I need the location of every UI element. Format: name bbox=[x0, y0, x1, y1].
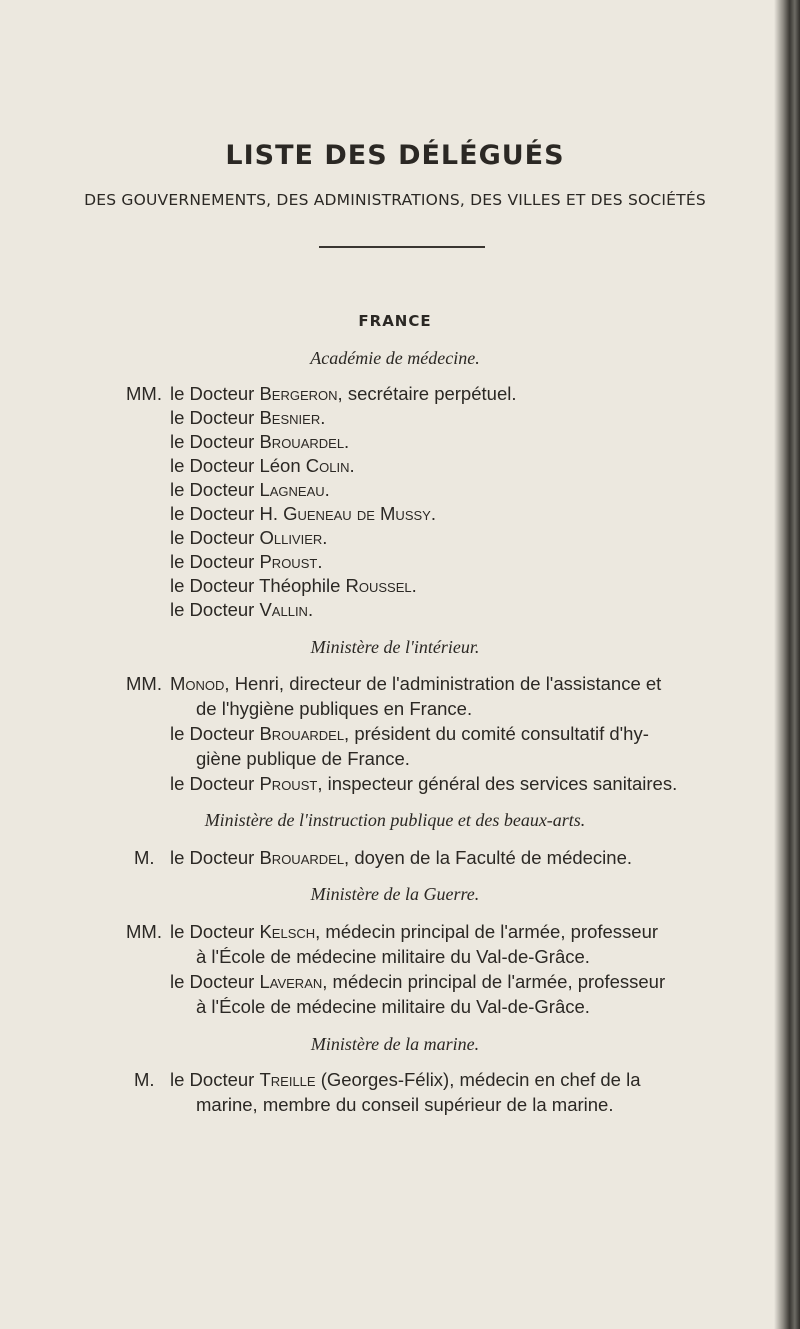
list-item: marine, membre du conseil supérieur de la marine. bbox=[196, 1094, 614, 1115]
list-item: le Docteur Kelsch, médecin principal de l'armée, professeur bbox=[170, 921, 659, 942]
list-item: le Docteur Bergeron, secrétaire perpétuel. bbox=[170, 383, 517, 404]
section-heading-marine: Ministère de la marine. bbox=[310, 1034, 480, 1054]
section-prefix: M. bbox=[134, 1069, 155, 1090]
section-prefix: M. bbox=[134, 847, 155, 868]
section-heading-guerre: Ministère de la Guerre. bbox=[310, 884, 480, 904]
list-item: le Docteur Théophile Roussel. bbox=[170, 575, 417, 596]
list-item: le Docteur Ollivier. bbox=[170, 527, 328, 548]
section-heading-instruction: Ministère de l'instruction publique et des beaux-arts. bbox=[204, 810, 586, 830]
list-item: le Docteur Besnier. bbox=[170, 407, 326, 428]
section-prefix: MM. bbox=[126, 673, 162, 694]
list-item: le Docteur Proust. bbox=[170, 551, 323, 572]
list-item: le Docteur Treille (Georges-Félix), médecin en chef de la bbox=[170, 1069, 641, 1090]
list-item: à l'École de médecine militaire du Val-de-Grâce. bbox=[196, 996, 590, 1017]
list-item: giène publique de France. bbox=[196, 748, 410, 769]
list-item: le Docteur Proust, inspecteur général des services sanitaires. bbox=[170, 773, 678, 794]
page-subtitle: DES GOUVERNEMENTS, DES ADMINISTRATIONS, DES VILLES ET DES SOCIÉTÉS bbox=[84, 191, 706, 209]
section-prefix: MM. bbox=[126, 383, 162, 404]
section-heading-interieur: Ministère de l'intérieur. bbox=[310, 637, 480, 657]
list-item: à l'École de médecine militaire du Val-de-Grâce. bbox=[196, 946, 590, 967]
list-item: le Docteur Brouardel. bbox=[170, 431, 350, 452]
section-heading-academie: Académie de médecine. bbox=[310, 348, 480, 368]
divider-rule bbox=[319, 246, 485, 248]
country-heading: FRANCE bbox=[358, 312, 432, 330]
list-item: Monod, Henri, directeur de l'administration de l'assistance et bbox=[170, 673, 662, 694]
list-item: le Docteur H. Gueneau de Mussy. bbox=[170, 503, 436, 524]
list-item: le Docteur Lagneau. bbox=[170, 479, 330, 500]
list-item: le Docteur Léon Colin. bbox=[170, 455, 355, 476]
list-item: le Docteur Vallin. bbox=[170, 599, 314, 620]
section-prefix: MM. bbox=[126, 921, 162, 942]
page-title: LISTE DES DÉLÉGUÉS bbox=[225, 140, 565, 171]
list-item: le Docteur Laveran, médecin principal de l'armée, professeur bbox=[170, 971, 666, 992]
list-item: le Docteur Brouardel, doyen de la Faculté de médecine. bbox=[170, 847, 633, 868]
list-item: le Docteur Brouardel, président du comité consultatif d'hy- bbox=[170, 723, 649, 744]
list-item: de l'hygiène publiques en France. bbox=[196, 698, 473, 719]
